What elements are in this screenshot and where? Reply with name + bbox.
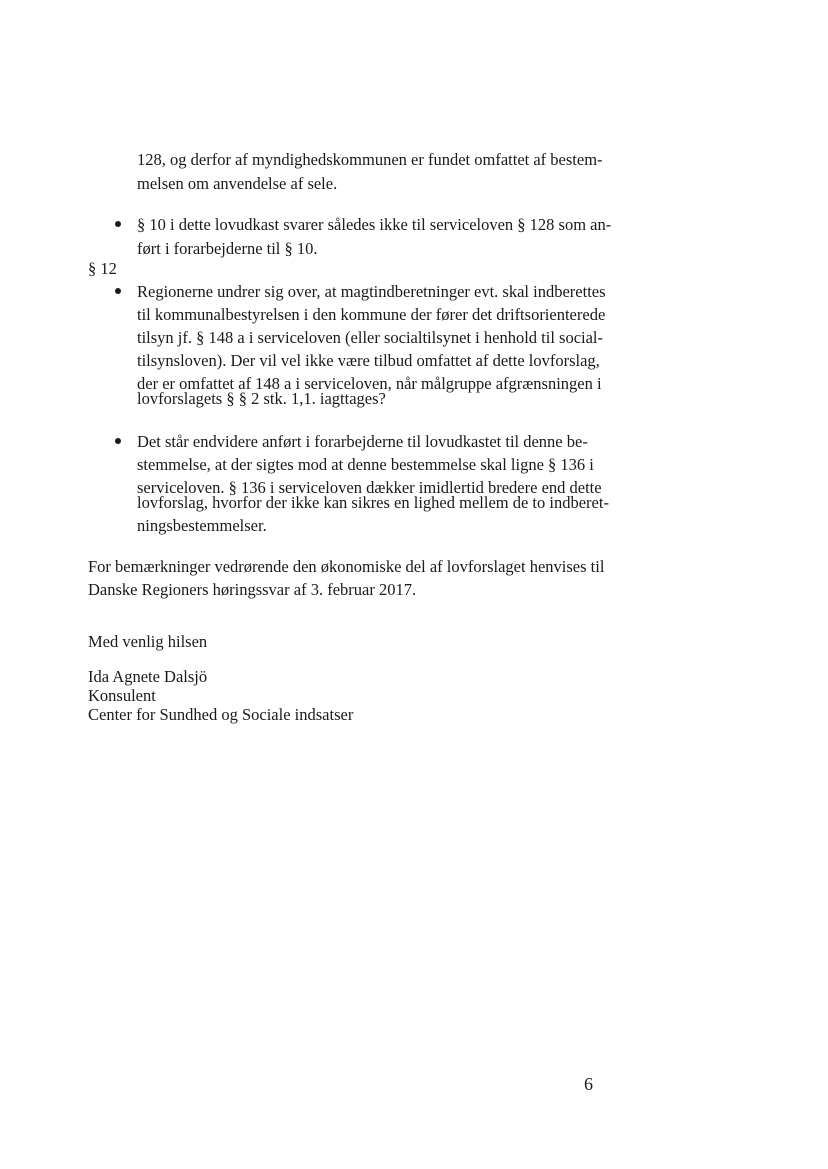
signer-department: Center for Sundhed og Sociale indsatser	[88, 705, 354, 724]
closing-paragraph-line-2: Danske Regioners høringssvar af 3. februar 2017.	[88, 580, 417, 599]
continuation-line-2: melsen om anvendelse af sele.	[137, 174, 338, 193]
bullet-c-line-3: serviceloven. § 136 i serviceloven dækker imidlertid bredere end dette	[137, 478, 602, 497]
signer-title: Konsulent	[88, 686, 156, 705]
bullet-c-line-1: Det står endvidere anført i forarbejderne til lovudkastet til denne be-	[137, 432, 588, 451]
bullet-b-line-2: til kommunalbestyrelsen i den kommune der fører det driftsorienterede	[137, 305, 606, 324]
bullet-b-line-5: der er omfattet af 148 a i serviceloven, når målgruppe afgrænsningen i	[137, 374, 602, 393]
section-heading: § 12	[88, 259, 117, 278]
bullet-b-line-3: tilsyn jf. § 148 a i serviceloven (eller socialtilsynet i henhold til social-	[137, 328, 604, 347]
bullet-c-line-2: stemmelse, at der sigtes mod at denne bestemmelse skal ligne § 136 i	[137, 455, 594, 474]
bullet-marker	[115, 438, 121, 444]
greeting: Med venlig hilsen	[88, 632, 208, 651]
bullet-marker	[115, 221, 121, 227]
bullet-b-line-4: tilsynsloven). Der vil vel ikke være tilbud omfattet af dette lovforslag,	[137, 351, 600, 370]
continuation-line-1: 128, og derfor af myndighedskommunen er fundet omfattet af bestem-	[137, 150, 603, 169]
bullet-c-line-4: lovforslag, hvorfor der ikke kan sikres en lighed mellem de to indberet-	[137, 493, 609, 512]
bullet-a-line-1: § 10 i dette lovudkast svarer således ikke til serviceloven § 128 som an-	[137, 215, 612, 234]
bullet-b-line-1: Regionerne undrer sig over, at magtindberetninger evt. skal indberettes	[137, 282, 606, 301]
bullet-b-line-6: lovforslagets § § 2 stk. 1,1. iagttages?	[137, 389, 386, 408]
signer-name: Ida Agnete Dalsjö	[88, 667, 208, 686]
bullet-marker	[115, 288, 121, 294]
bullet-c-line-5: ningsbestemmelser.	[137, 516, 267, 535]
page-number: 6	[584, 1074, 593, 1094]
bullet-a-line-2: ført i forarbejderne til § 10.	[137, 239, 318, 258]
closing-paragraph-line-1: For bemærkninger vedrørende den økonomiske del af lovforslaget henvises til	[88, 557, 605, 576]
